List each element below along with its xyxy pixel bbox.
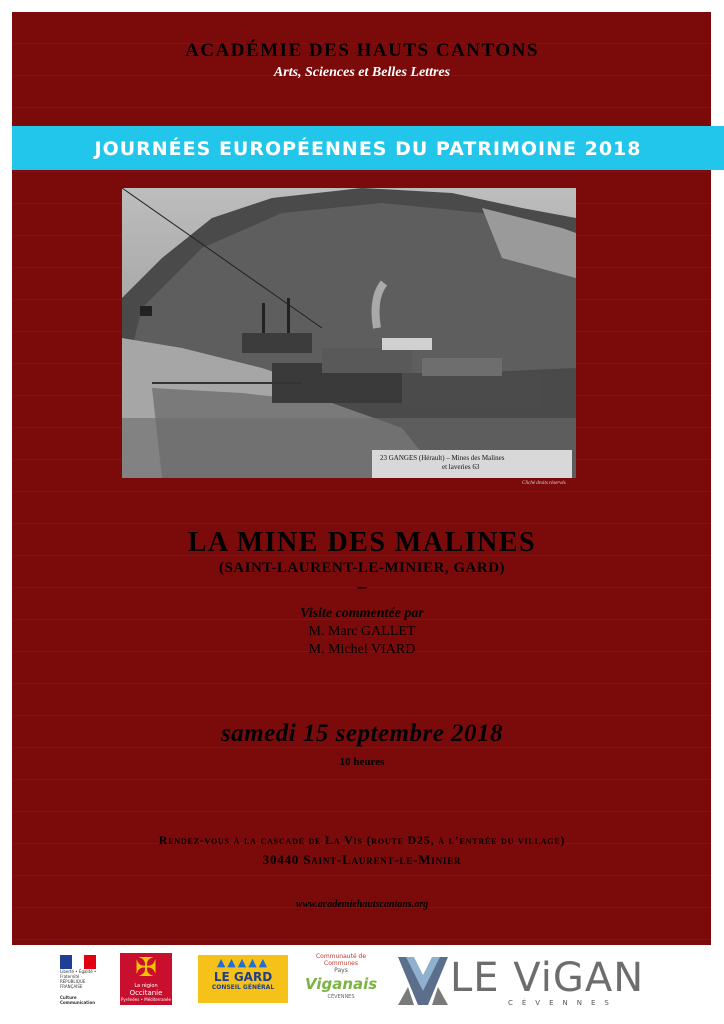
event-location: (SAINT-LAURENT-LE-MINIER, GARD) <box>218 560 506 576</box>
event-separator: – <box>357 576 367 596</box>
french-flag-icon <box>60 955 96 969</box>
occitanie-label: La région <box>134 983 158 989</box>
republique-francaise-logo <box>60 955 100 1007</box>
republique-name: RÉPUBLIQUE FRANÇAISE <box>60 979 86 989</box>
guide-name: M. Michel VIARD <box>308 642 416 657</box>
event-date: samedi 15 septembre 2018 <box>220 720 504 747</box>
communaute-label: Communauté de Communes <box>315 953 367 967</box>
le-vigan-logo <box>398 955 668 1007</box>
communaute-name: Viganais <box>305 975 378 993</box>
le-vigan-name: LE ViGAN <box>450 955 645 1001</box>
academy-subtitle: Arts, Sciences et Belles Lettres <box>273 65 451 80</box>
occitan-cross-icon: ✠ <box>135 953 157 982</box>
occitanie-logo <box>120 953 172 1005</box>
meeting-point: Rendez-vous à la cascade de La Vis (route D25, à l’entrée du village) <box>158 833 566 847</box>
ministry-name: Culture Communication <box>60 995 96 1005</box>
guide-name: M. Marc GALLET <box>308 624 416 639</box>
academy-name: ACADÉMIE DES HAUTS CANTONS <box>185 40 539 61</box>
guided-tour-label: Visite commentée par <box>300 606 424 621</box>
event-banner: JOURNÉES EUROPÉENNES DU PATRIMOINE 2018 <box>12 126 724 170</box>
le-vigan-sub: CÉVENNES <box>508 999 618 1007</box>
occitanie-name: Occitanie <box>129 989 163 997</box>
mine-photo-drawing <box>122 188 576 478</box>
occitanie-sub: Pyrénées • Méditerranée <box>121 997 171 1002</box>
communaute-sub: CÉVENNES <box>327 994 355 1000</box>
photo-credit: Cliché droits réservés <box>522 481 566 486</box>
website-link[interactable]: www.academiehautscantons.org <box>295 899 429 910</box>
gard-sub: CONSEIL GÉNÉRAL <box>211 984 275 991</box>
communaute-pays: Pays <box>334 967 348 974</box>
gard-dots-icon: ▲▲▲▲▲ <box>216 956 270 969</box>
vigan-emblem-icon <box>398 957 448 1005</box>
event-title: LA MINE DES MALINES <box>187 527 537 558</box>
mine-photo <box>122 188 576 478</box>
photo-caption-line2: et laveries 63 <box>442 463 480 471</box>
event-time: 10 heures <box>339 756 385 768</box>
le-gard-logo <box>198 955 288 1003</box>
meeting-address: 30440 Saint-Laurent-le-Minier <box>262 852 462 867</box>
republique-motto: Liberté • Égalité • Fraternité <box>60 969 97 979</box>
gard-name: LE GARD <box>213 970 273 984</box>
communaute-communes-logo <box>305 953 377 1007</box>
partner-logos <box>0 945 724 1024</box>
photo-caption-line1: 23 GANGES (Hérault) – Mines des Malines <box>380 454 505 462</box>
